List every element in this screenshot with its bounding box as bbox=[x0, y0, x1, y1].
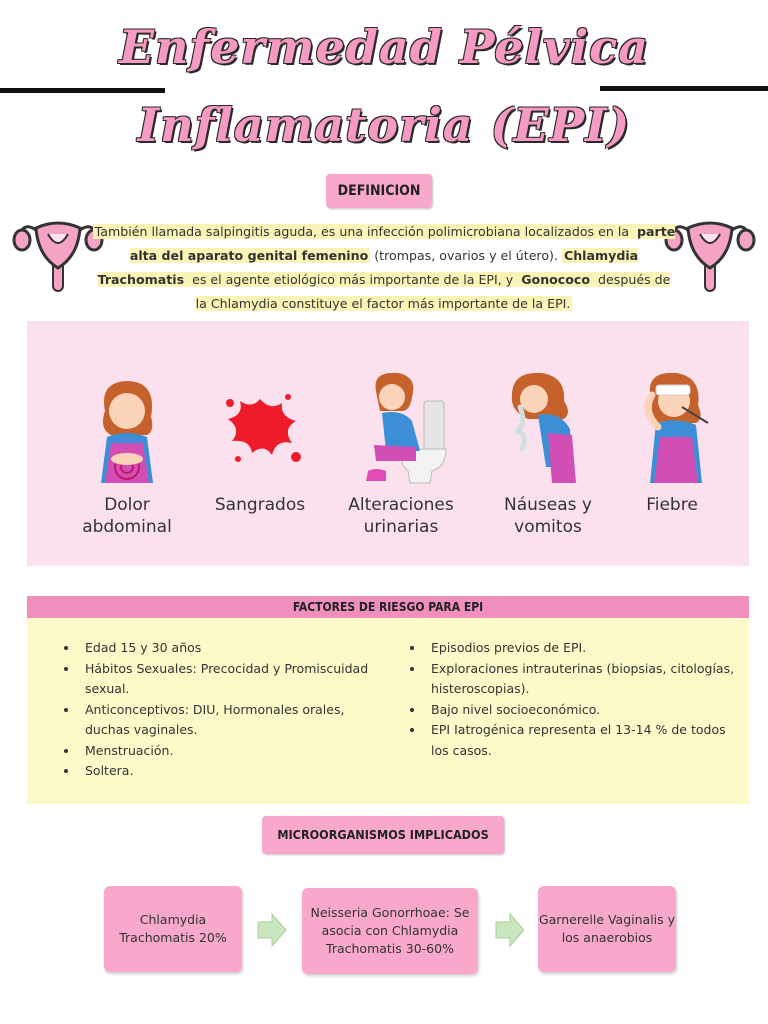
symptom-label: Alteraciones urinarias bbox=[348, 495, 454, 537]
micro-box-neisseria: Neisseria Gonorrhoae: Se asocia con Chlamydia Trachomatis 30-60% bbox=[302, 888, 478, 974]
list-item: • Bajo nivel socioeconómico. bbox=[425, 700, 745, 721]
definicion-part-5: es el agente etiológico más importante de la EPI, y bbox=[188, 272, 518, 287]
symptom-nausea bbox=[478, 371, 618, 538]
definicion-bold-gonococo: Gonococo bbox=[521, 272, 591, 287]
title-rule-left bbox=[0, 88, 165, 93]
symptoms-panel bbox=[27, 321, 749, 566]
risk-list-right bbox=[405, 638, 745, 761]
arrow-right-icon bbox=[494, 912, 526, 948]
list-item: • Edad 15 y 30 años bbox=[79, 638, 379, 659]
list-item: • Menstruación. bbox=[79, 741, 379, 762]
list-item: • Exploraciones intrauterinas (biopsias, citologías, histeroscopias). bbox=[425, 659, 745, 700]
toilet-icon bbox=[346, 371, 456, 486]
symptom-label: Fiebre bbox=[646, 495, 698, 515]
list-item: • Episodios previos de EPI. bbox=[425, 638, 745, 659]
symptom-urinary bbox=[331, 371, 471, 538]
page-title-line1: Enfermedad Pélvica bbox=[119, 20, 649, 74]
symptom-fever bbox=[602, 371, 742, 516]
symptom-abdominal-pain bbox=[57, 371, 197, 538]
list-item: • Soltera. bbox=[79, 761, 379, 782]
uterus-icon-left bbox=[12, 208, 104, 298]
definicion-bold-genital: parte alta del aparato genital femenino bbox=[129, 224, 676, 263]
list-item: • EPI Iatrogénica representa el 13-14 % de todos los casos. bbox=[425, 720, 745, 761]
page-title-line2: Inflamatoria (EPI) bbox=[137, 98, 631, 152]
micro-box-gardnerella: Garnerelle Vaginalis y los anaerobios bbox=[538, 886, 676, 972]
definicion-text bbox=[92, 220, 676, 316]
definicion-bold-chlamydia: Chlamydia Trachomatis bbox=[97, 248, 639, 287]
risk-list-left bbox=[59, 638, 379, 782]
definicion-part-3: (trompas, ovarios y el útero). bbox=[370, 248, 562, 263]
symptom-label: Dolor abdominal bbox=[82, 495, 172, 537]
uterus-icon-right bbox=[664, 208, 756, 298]
abdominal-pain-icon bbox=[77, 371, 177, 486]
risk-factors-heading: FACTORES DE RIESGO PARA EPI bbox=[27, 596, 749, 618]
symptom-label: Náuseas y vomitos bbox=[504, 495, 592, 537]
fever-icon bbox=[622, 371, 722, 486]
list-item: • Anticonceptivos: DIU, Hormonales orales, duchas vaginales. bbox=[79, 700, 379, 741]
symptom-label: Sangrados bbox=[214, 495, 306, 515]
vomiting-icon bbox=[498, 371, 598, 486]
micro-heading: MICROORGANISMOS IMPLICADOS bbox=[262, 816, 504, 854]
micro-box-chlamydia: Chlamydia Trachomatis 20% bbox=[104, 886, 242, 972]
definicion-heading: DEFINICION bbox=[326, 174, 432, 208]
definicion-part-7: después de la Chlamydia constituye el factor más importante de la EPI. bbox=[195, 272, 671, 311]
arrow-right-icon bbox=[256, 912, 288, 948]
definicion-part-1: También llamada salpingitis aguda, es una infección polimicrobiana localizados en la bbox=[94, 224, 634, 239]
list-item: • Hábitos Sexuales: Precocidad y Promiscuidad sexual. bbox=[79, 659, 379, 700]
blood-splash-icon bbox=[210, 371, 310, 486]
title-rule-right bbox=[600, 86, 768, 91]
risk-factors-panel bbox=[27, 618, 749, 804]
symptom-bleeding bbox=[190, 371, 330, 516]
